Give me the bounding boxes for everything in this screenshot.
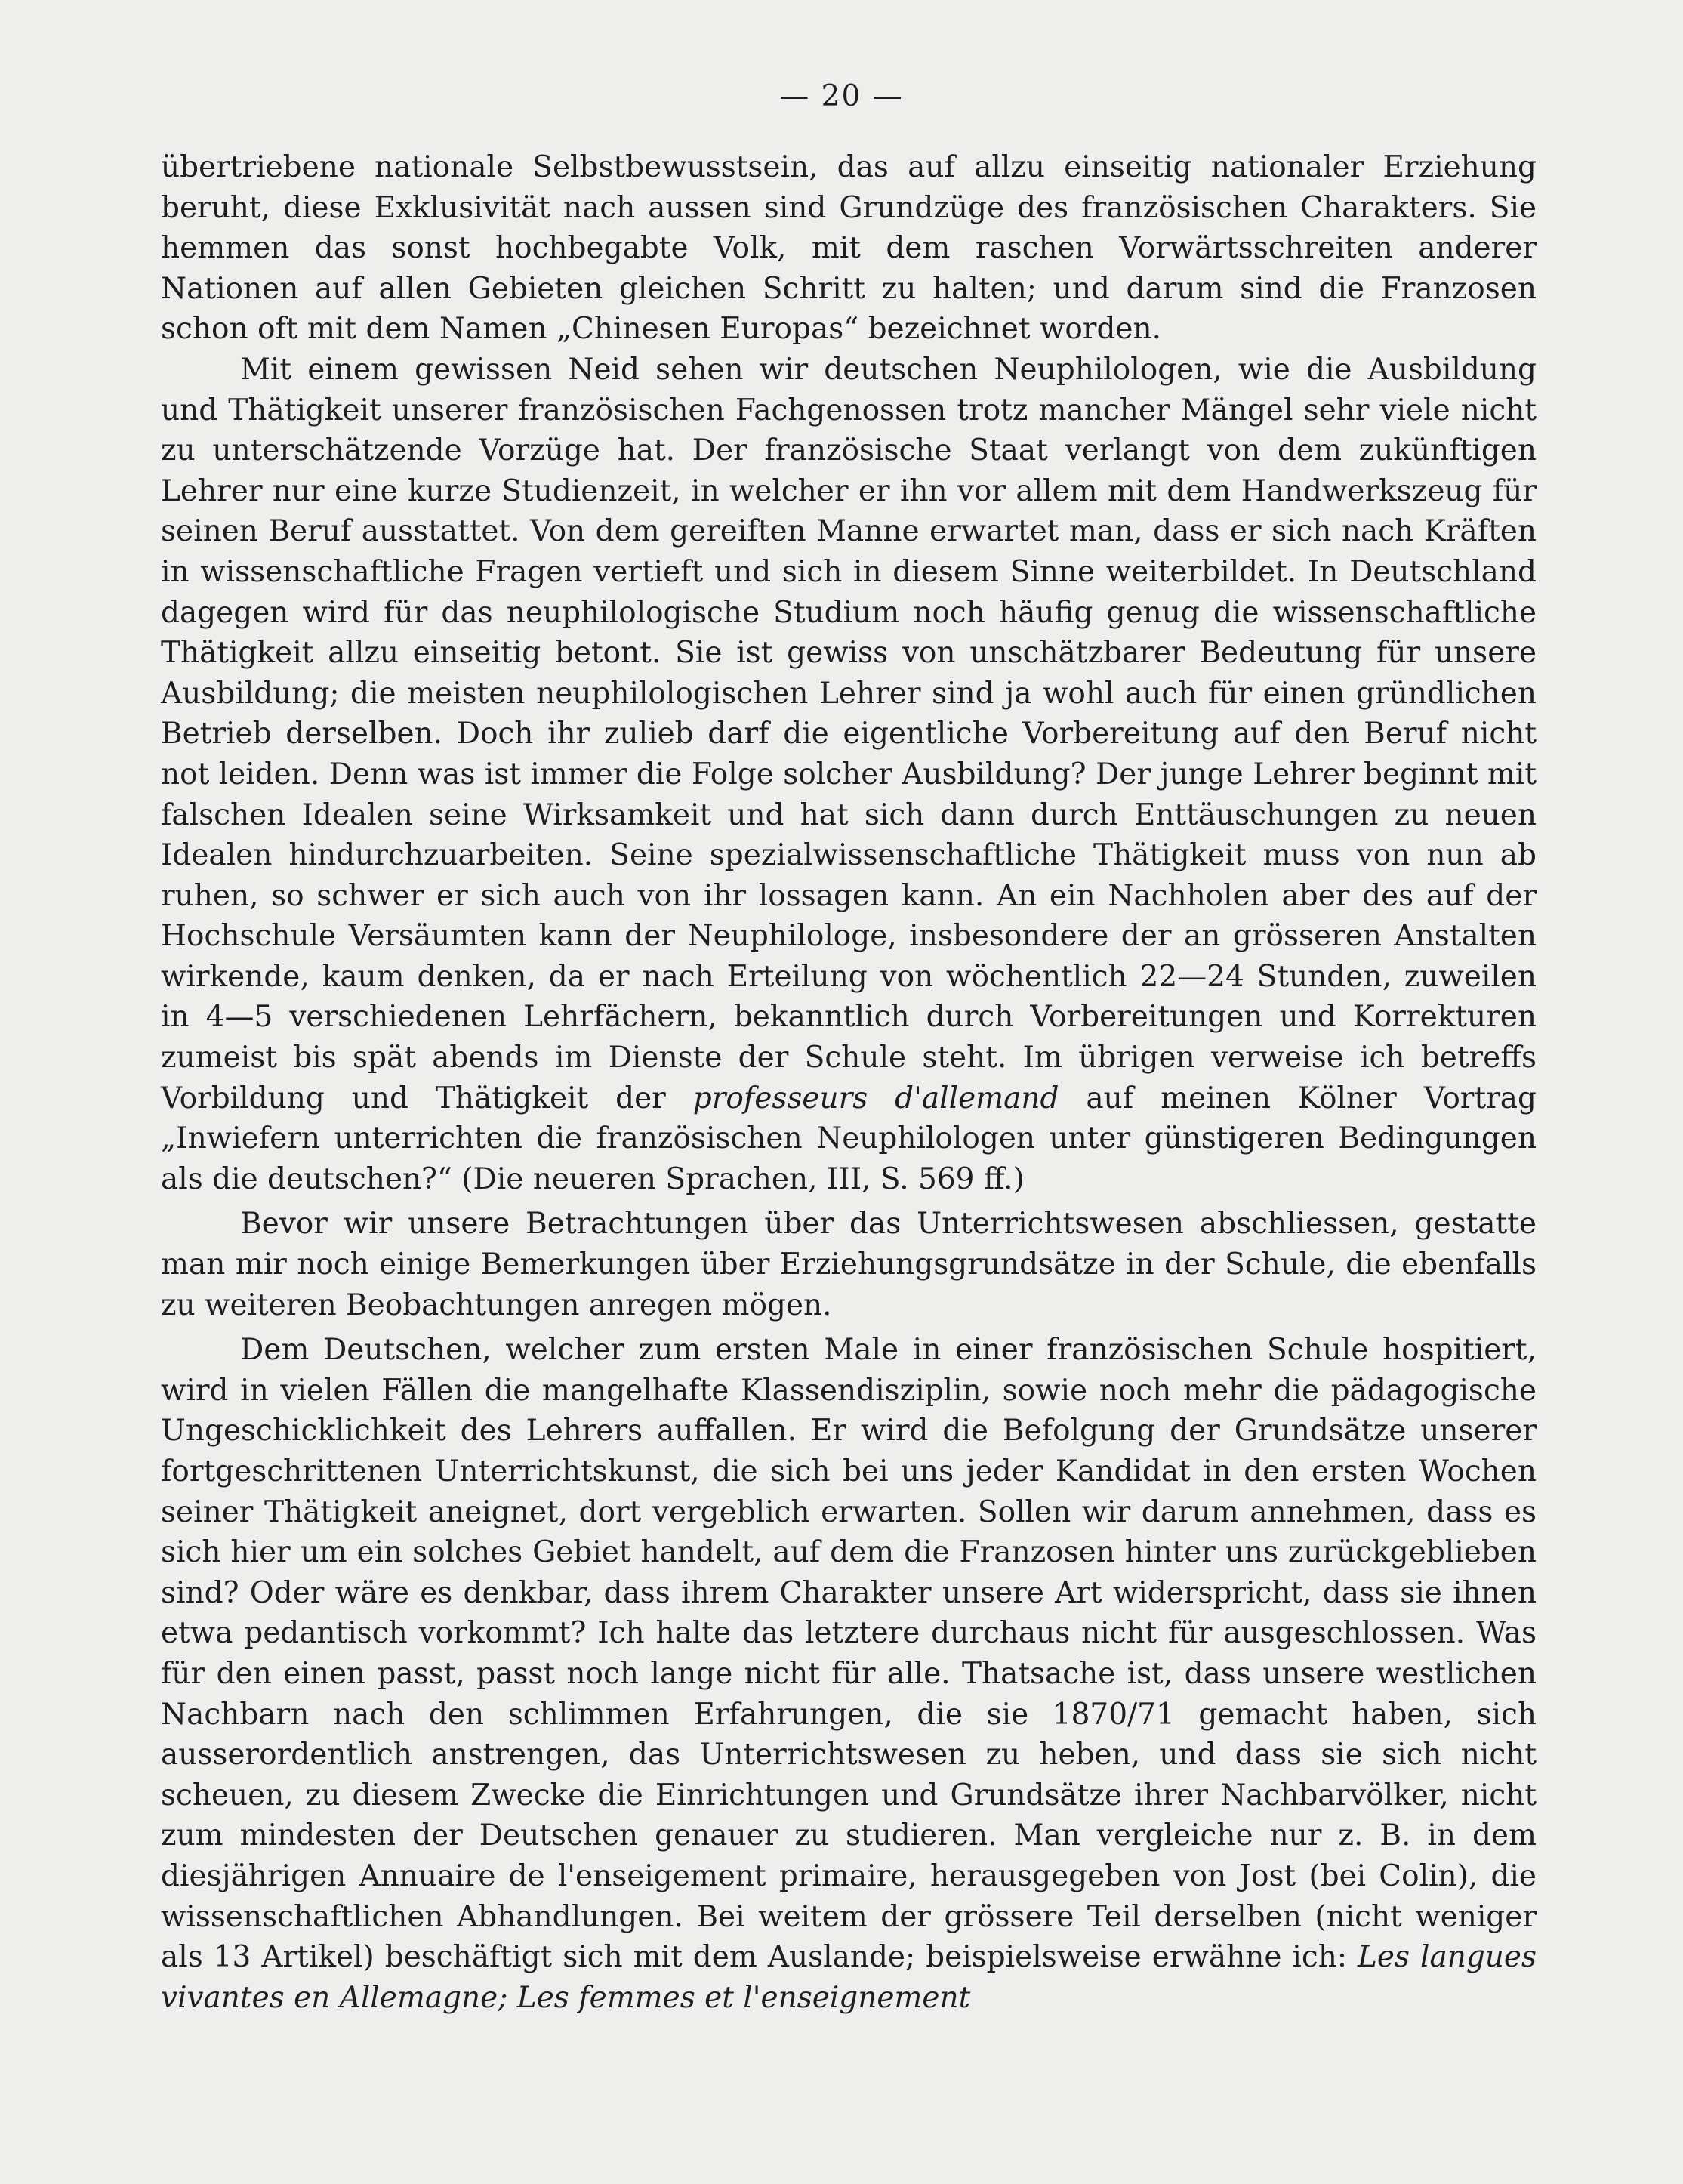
- page-number: — 20 —: [779, 79, 904, 113]
- body-text: [161, 147, 1537, 2018]
- paragraph-3: [161, 1204, 1537, 1325]
- text-run: übertriebene nationale Selbstbewusstsein, das auf allzu einseitig nationaler Erziehung beruht, diese Exklusivität nach aussen sind Grundzüge des französischen Charakters. Sie hemmen das sonst hochbegabte Volk, mit dem raschen Vorwärtsschreiten anderer Nationen auf allen Gebieten gleichen Schritt zu halten; und darum sind die Franzosen schon oft mit dem Namen „Chinesen Europas“ bezeichnet worden.: [161, 150, 1537, 347]
- italic-text-run: Les langues vivantes en Allemagne; Les femmes et l'enseignement: [161, 1940, 1537, 2015]
- paragraph-4: [161, 1330, 1537, 2018]
- italic-text-run: professeurs d'allemand: [692, 1081, 1059, 1115]
- paragraph-2: [161, 350, 1537, 1199]
- text-run: Dem Deutschen, welcher zum ersten Male in einer französischen Schule hospitiert, wird in vielen Fällen die mangelhafte Klassendisziplin, sowie noch mehr die pädagogische Ungeschicklichkeit des Lehrers auffallen. Er wird die Befolgung der Grundsätze unserer fortgeschrittenen Unterrichtskunst, die sich bei uns jeder Kandidat in den ersten Wochen seiner Thätigkeit aneignet, dort vergeblich erwarten. Sollen wir darum annehmen, dass es sich hier um ein solches Gebiet handelt, auf dem die Franzosen hinter uns zurückgeblieben sind? Oder wäre es denkbar, dass ihrem Charakter unsere Art widerspricht, dass sie ihnen etwa pedantisch vorkommt? Ich halte das letztere durchaus nicht für ausgeschlossen. Was für den einen passt, passt noch lange nicht für alle. Thatsache ist, dass unsere westlichen Nachbarn nach den schlimmen Erfahrungen, die sie 1870/71 gemacht haben, sich ausserordentlich anstrengen, das Unterrichtswesen zu heben, und dass sie sich nicht scheuen, zu diesem Zwecke die Einrichtungen und Grundsätze ihrer Nachbarvölker, nicht zum mindesten der Deutschen genauer zu studieren. Man vergleiche nur z. B. in dem diesjährigen Annuaire de l'enseigement primaire, herausgegeben von Jost (bei Colin), die wissenschaftlichen Abhandlungen. Bei weitem der grössere Teil derselben (nicht weniger als 13 Artikel) beschäftigt sich mit dem Auslande; beispielsweise erwähne ich:: [161, 1333, 1537, 1975]
- text-run: Bevor wir unsere Betrachtungen über das Unterrichtswesen abschliessen, gestatte man mir noch einige Bemerkungen über Erziehungsgrundsätze in der Schule, die ebenfalls zu weiteren Beobachtungen anregen mögen.: [161, 1207, 1537, 1322]
- text-run: Mit einem gewissen Neid sehen wir deutschen Neuphilologen, wie die Ausbildung und Thätigkeit unserer französischen Fachgenossen trotz mancher Mängel sehr viele nicht zu unterschätzende Vorzüge hat. Der französische Staat verlangt von dem zukünftigen Lehrer nur eine kurze Studienzeit, in welcher er ihn vor allem mit dem Handwerkszeug für seinen Beruf ausstattet. Von dem gereiften Manne erwartet man, dass er sich nach Kräften in wissenschaftliche Fragen vertieft und sich in diesem Sinne weiterbildet. In Deutschland dagegen wird für das neuphilologische Studium noch häufig genug die wissenschaftliche Thätigkeit allzu einseitig betont. Sie ist gewiss von unschätzbarer Bedeutung für unsere Ausbildung; die meisten neuphilologischen Lehrer sind ja wohl auch für einen gründlichen Betrieb derselben. Doch ihr zulieb darf die eigentliche Vorbereitung auf den Beruf nicht not leiden. Denn was ist immer die Folge solcher Ausbildung? Der junge Lehrer beginnt mit falschen Idealen seine Wirksamkeit und hat sich dann durch Enttäuschungen zu neuen Idealen hindurchzuarbeiten. Seine spezialwissenschaftliche Thätigkeit muss von nun ab ruhen, so schwer er sich auch von ihr lossagen kann. An ein Nachholen aber des auf der Hochschule Versäumten kann der Neuphilologe, insbesondere der an grösseren Anstalten wirkende, kaum denken, da er nach Erteilung von wöchentlich 22—24 Stunden, zuweilen in 4—5 verschiedenen Lehrfächern, bekanntlich durch Vorbereitungen und Korrekturen zumeist bis spät abends im Dienste der Schule steht. Im übrigen verweise ich betreffs Vorbildung und Thätigkeit der: [161, 352, 1537, 1115]
- paragraph-1: [161, 147, 1537, 350]
- text-run: auf meinen Kölner Vortrag „Inwiefern unterrichten die französischen Neuphilologen unter günstigeren Bedingungen als die deutschen?“ (Die neueren Sprachen, III, S. 569 ff.): [161, 1081, 1537, 1196]
